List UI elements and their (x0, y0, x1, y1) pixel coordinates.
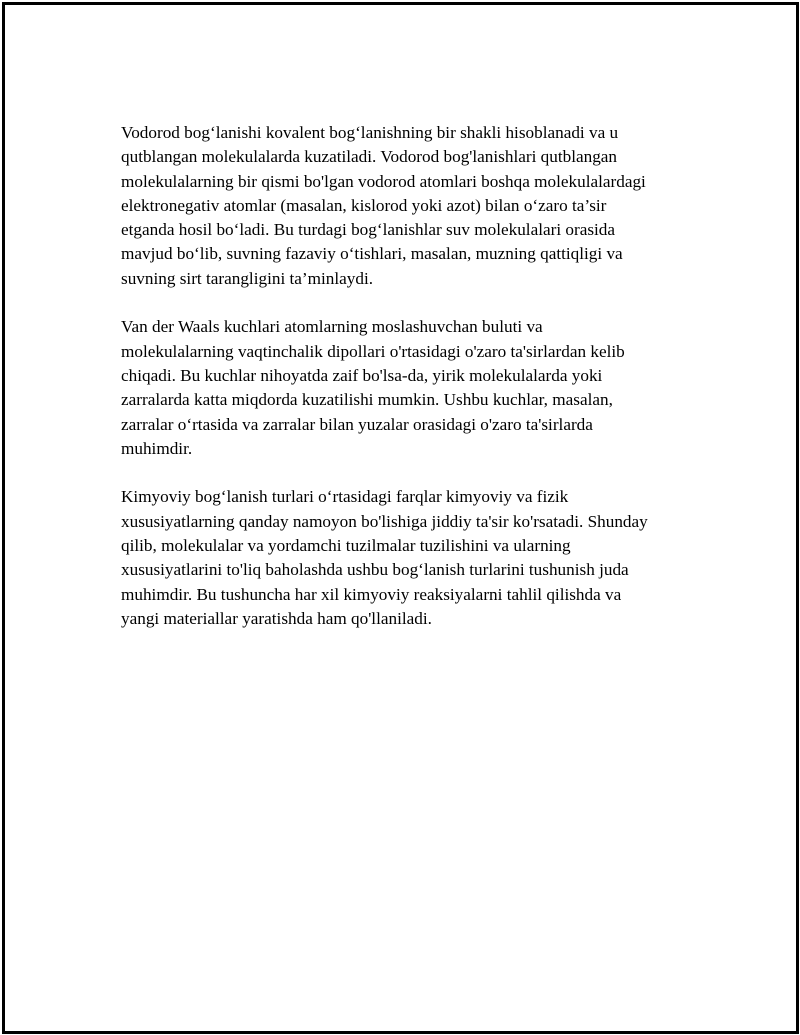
text-line: suvning sirt tarangligini ta’minlaydi. (121, 268, 374, 288)
paragraph-hydrogen-bonding (121, 121, 691, 291)
text-line: chiqadi. Bu kuchlar nihoyatda zaif bo'lsa-da, yirik molekulalarda yoki (121, 365, 603, 385)
text-line: zarralarda katta miqdorda kuzatilishi mumkin. Ushbu kuchlar, masalan, (121, 390, 613, 410)
text-line: qilib, molekulalar va yordamchi tuzilmalar tuzilishini va ularning (121, 536, 571, 556)
text-line: qutblangan molekulalarda kuzatiladi. Vodorod bog'lanishlari qutblangan (121, 147, 618, 167)
text-line: muhimdir. Bu tushuncha har xil kimyoviy reaksiyalarni tahlil qilishda va (121, 584, 622, 604)
text-line: muhimdir. (121, 438, 193, 458)
text-line: molekulalarning vaqtinchalik dipollari o'rtasidagi o'zaro ta'sirlardan kelib (121, 341, 625, 361)
document-body (121, 121, 691, 656)
text-line: elektronegativ atomlar (masalan, kislorod yoki azot) bilan o‘zaro ta’sir (121, 195, 607, 215)
text-line: xususiyatlarini to'liq baholashda ushbu bog‘lanish turlarini tushunish juda (121, 560, 629, 580)
text-line: zarralar o‘rtasida va zarralar bilan yuzalar orasidagi o'zaro ta'sirlarda (121, 414, 593, 434)
text-line: xususiyatlarning qanday namoyon bo'lishiga jiddiy ta'sir ko'rsatadi. Shunday (121, 511, 648, 531)
text-line: etganda hosil bo‘ladi. Bu turdagi bog‘lanishlar suv molekulalari orasida (121, 220, 616, 240)
text-line: Vodorod bog‘lanishi kovalent bog‘lanishning bir shakli hisoblanadi va u (121, 123, 619, 142)
text-line: mavjud bo‘lib, suvning fazaviy o‘tishlari, masalan, muzning qattiqligi va (121, 244, 623, 264)
text-line: Kimyoviy bog‘lanish turlari o‘rtasidagi farqlar kimyoviy va fizik (121, 487, 569, 507)
text-line: Van der Waals kuchlari atomlarning moslashuvchan buluti va (121, 317, 543, 337)
text-line: yangi materiallar yaratishda ham qo'llaniladi. (121, 608, 432, 628)
paragraph-bond-differences (121, 485, 691, 631)
text-line: molekulalarning bir qismi bo'lgan vodorod atomlari boshqa molekulalardagi (121, 171, 646, 191)
paragraph-van-der-waals (121, 315, 691, 461)
page-border (2, 2, 799, 1034)
